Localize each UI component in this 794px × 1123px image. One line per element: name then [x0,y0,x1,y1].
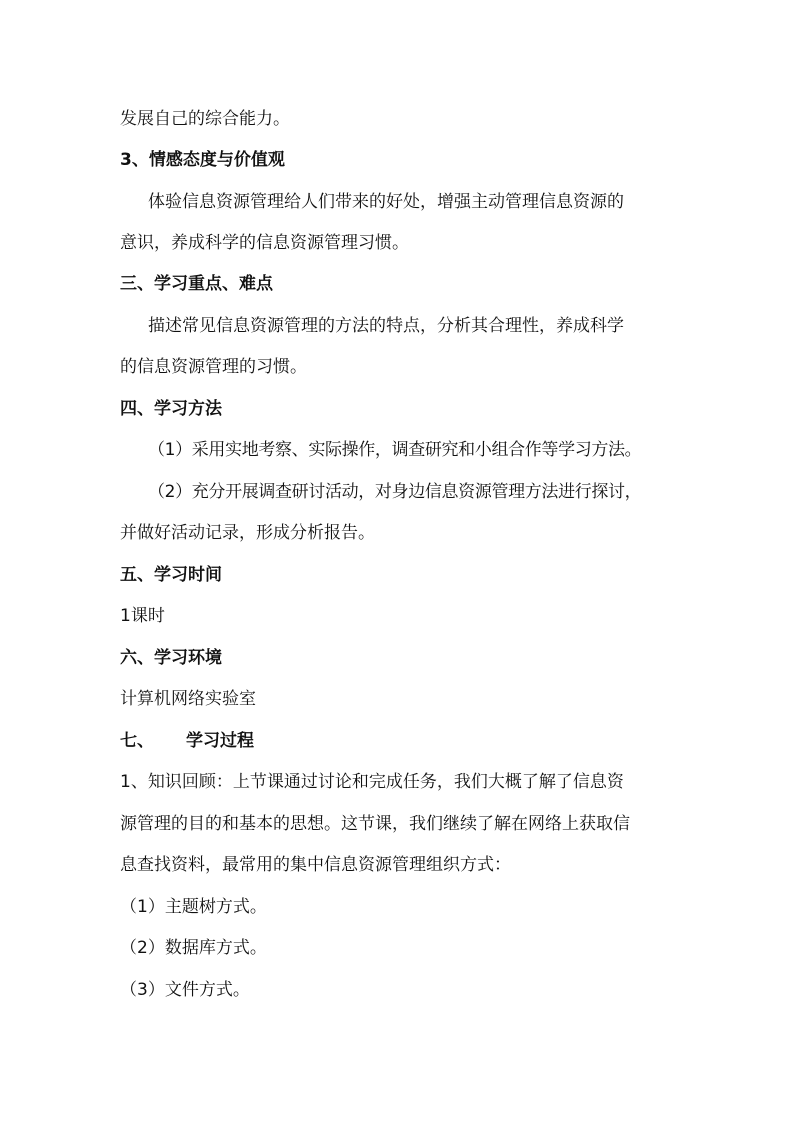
section-heading: 3、情感态度与价值观 [120,150,285,170]
body-text-line: 1、知识回顾：上节课通过讨论和完成任务，我们大概了解了信息资 [120,772,624,792]
section-title: 学习过程 [186,731,254,751]
body-text-line: 发展自己的综合能力。 [120,109,290,129]
list-item: （3）文件方式。 [120,980,250,1000]
body-text-line: 1课时 [120,606,165,626]
section-heading: 三、学习重点、难点 [120,274,273,294]
body-text-line: 描述常见信息资源管理的方法的特点，分析其合理性，养成科学 [148,316,624,336]
body-text-line: 息查找资料，最常用的集中信息资源管理组织方式： [120,855,511,875]
section-heading: 六、学习环境 [120,648,222,668]
body-text-line: 的信息资源管理的习惯。 [120,357,307,377]
body-text-line: 计算机网络实验室 [120,689,256,709]
body-text-line: （2）充分开展调查研讨活动，对身边信息资源管理方法进行探讨， [148,482,642,502]
body-text-line: 源管理的目的和基本的思想。这节课，我们继续了解在网络上获取信 [120,814,630,834]
body-text-line: 并做好活动记录，形成分析报告。 [120,523,375,543]
list-item: （1）主题树方式。 [120,897,267,917]
body-text-line: 意识，养成科学的信息资源管理习惯。 [120,233,409,253]
section-heading: 四、学习方法 [120,399,222,419]
body-text-line: 体验信息资源管理给人们带来的好处，增强主动管理信息资源的 [148,192,624,212]
section-heading: 五、学习时间 [120,565,222,585]
body-text-line: （1）采用实地考察、实际操作，调查研究和小组合作等学习方法。 [148,440,642,460]
section-number: 七、 [120,731,154,751]
section-heading [120,729,720,753]
list-item: （2）数据库方式。 [120,938,267,958]
